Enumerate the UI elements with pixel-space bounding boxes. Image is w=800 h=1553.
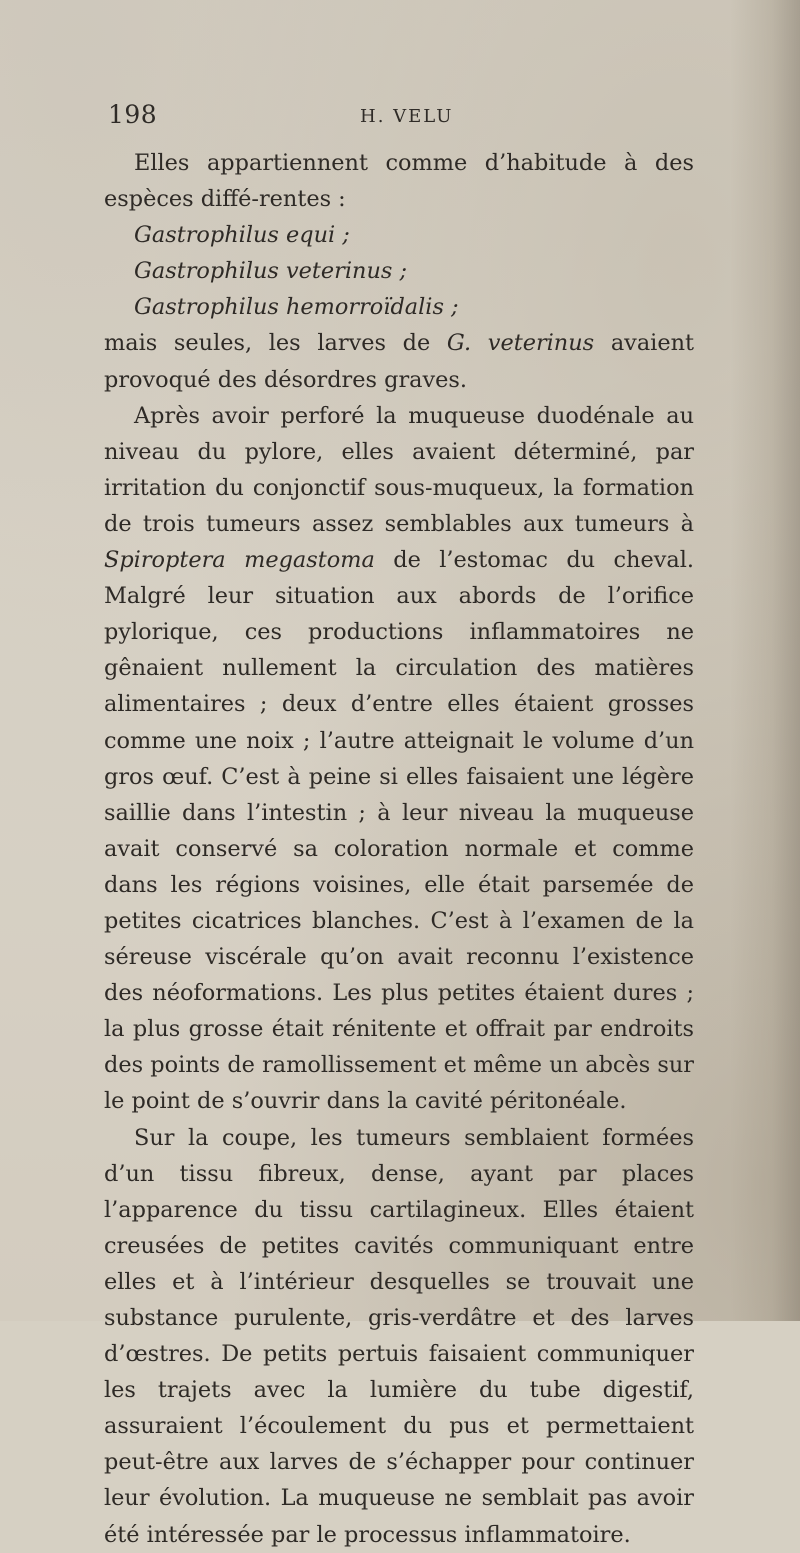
species-item-3: Gastrophilus hemorroïdalis ; [134,294,459,321]
body-text [104,145,694,1553]
paragraph-intro: Elles appartiennent comme d’habitude à des espèces diffé-rentes : [104,150,694,213]
paragraph-tumors-end: de l’estomac du cheval. Malgré leur situation aux abords de l’orifice pylorique, ces productions inflammatoires ne gênaient nullement la circulation des matières alimentaires ; deux d’entre elles étaient grosses comme une noix ; l’autre atteignait le volume d’un gros œuf. C’est à peine si elles faisaient une légère saillie dans l’intestin ; à leur niveau la muqueuse avait conservé sa coloration normale et comme dans les régions voisines, elle était parsemée de petites cicatrices blanches. C’est à l’examen de la séreuse viscérale qu’on avait reconnu l’existence des néoformations. Les plus petites étaient dures ; la plus grosse était rénitente et offrait par endroits des points de ramollissement et même un abcès sur le point de s’ouvrir dans la cavité péritonéale. [104,547,695,1115]
page-edge-shadow [730,0,800,1321]
page-header [0,100,800,134]
page-number: 198 [108,100,158,129]
paragraph-section: Sur la coupe, les tumeurs semblaient formées d’un tissu fibreux, dense, ayant par places l’apparence du tissu cartilagineux. Elles étaient creusées de petites cavités communiquant entre elles et à l’intérieur desquelles se trouvait une substance purulente, gris-verdâtre et des larves d’œstres. De petits pertuis faisaient communiquer les trajets avec la lumière du tube digestif, assuraient l’écoulement du pus et permettaient peut-être aux larves de s’échapper pour continuer leur évolution. La muqueuse ne semblait pas avoir été intéressée par le processus inflammatoire. [104,1124,694,1548]
paragraph-larvae [104,325,694,397]
running-head: H. VELU [360,106,454,127]
species-name-veterinus: G. veterinus [446,330,595,357]
paragraph-tumors-start: Après avoir perforé la muqueuse duodénale au niveau du pylore, elles avaient déterminé, par irritation du conjonctif sous-muqueux, la formation de trois tumeurs assez semblables aux tumeurs à [104,402,694,537]
paragraph-tumors [104,398,694,1120]
species-name-spiroptera: Spiroptera megastoma [104,547,375,574]
species-item-1: Gastrophilus equi ; [134,222,350,249]
paragraph-larvae-end: avaient provoqué des désordres graves. [104,330,694,393]
paragraph-larvae-start: mais seules, les larves de [104,330,447,357]
species-item-2: Gastrophilus veterinus ; [134,258,408,285]
